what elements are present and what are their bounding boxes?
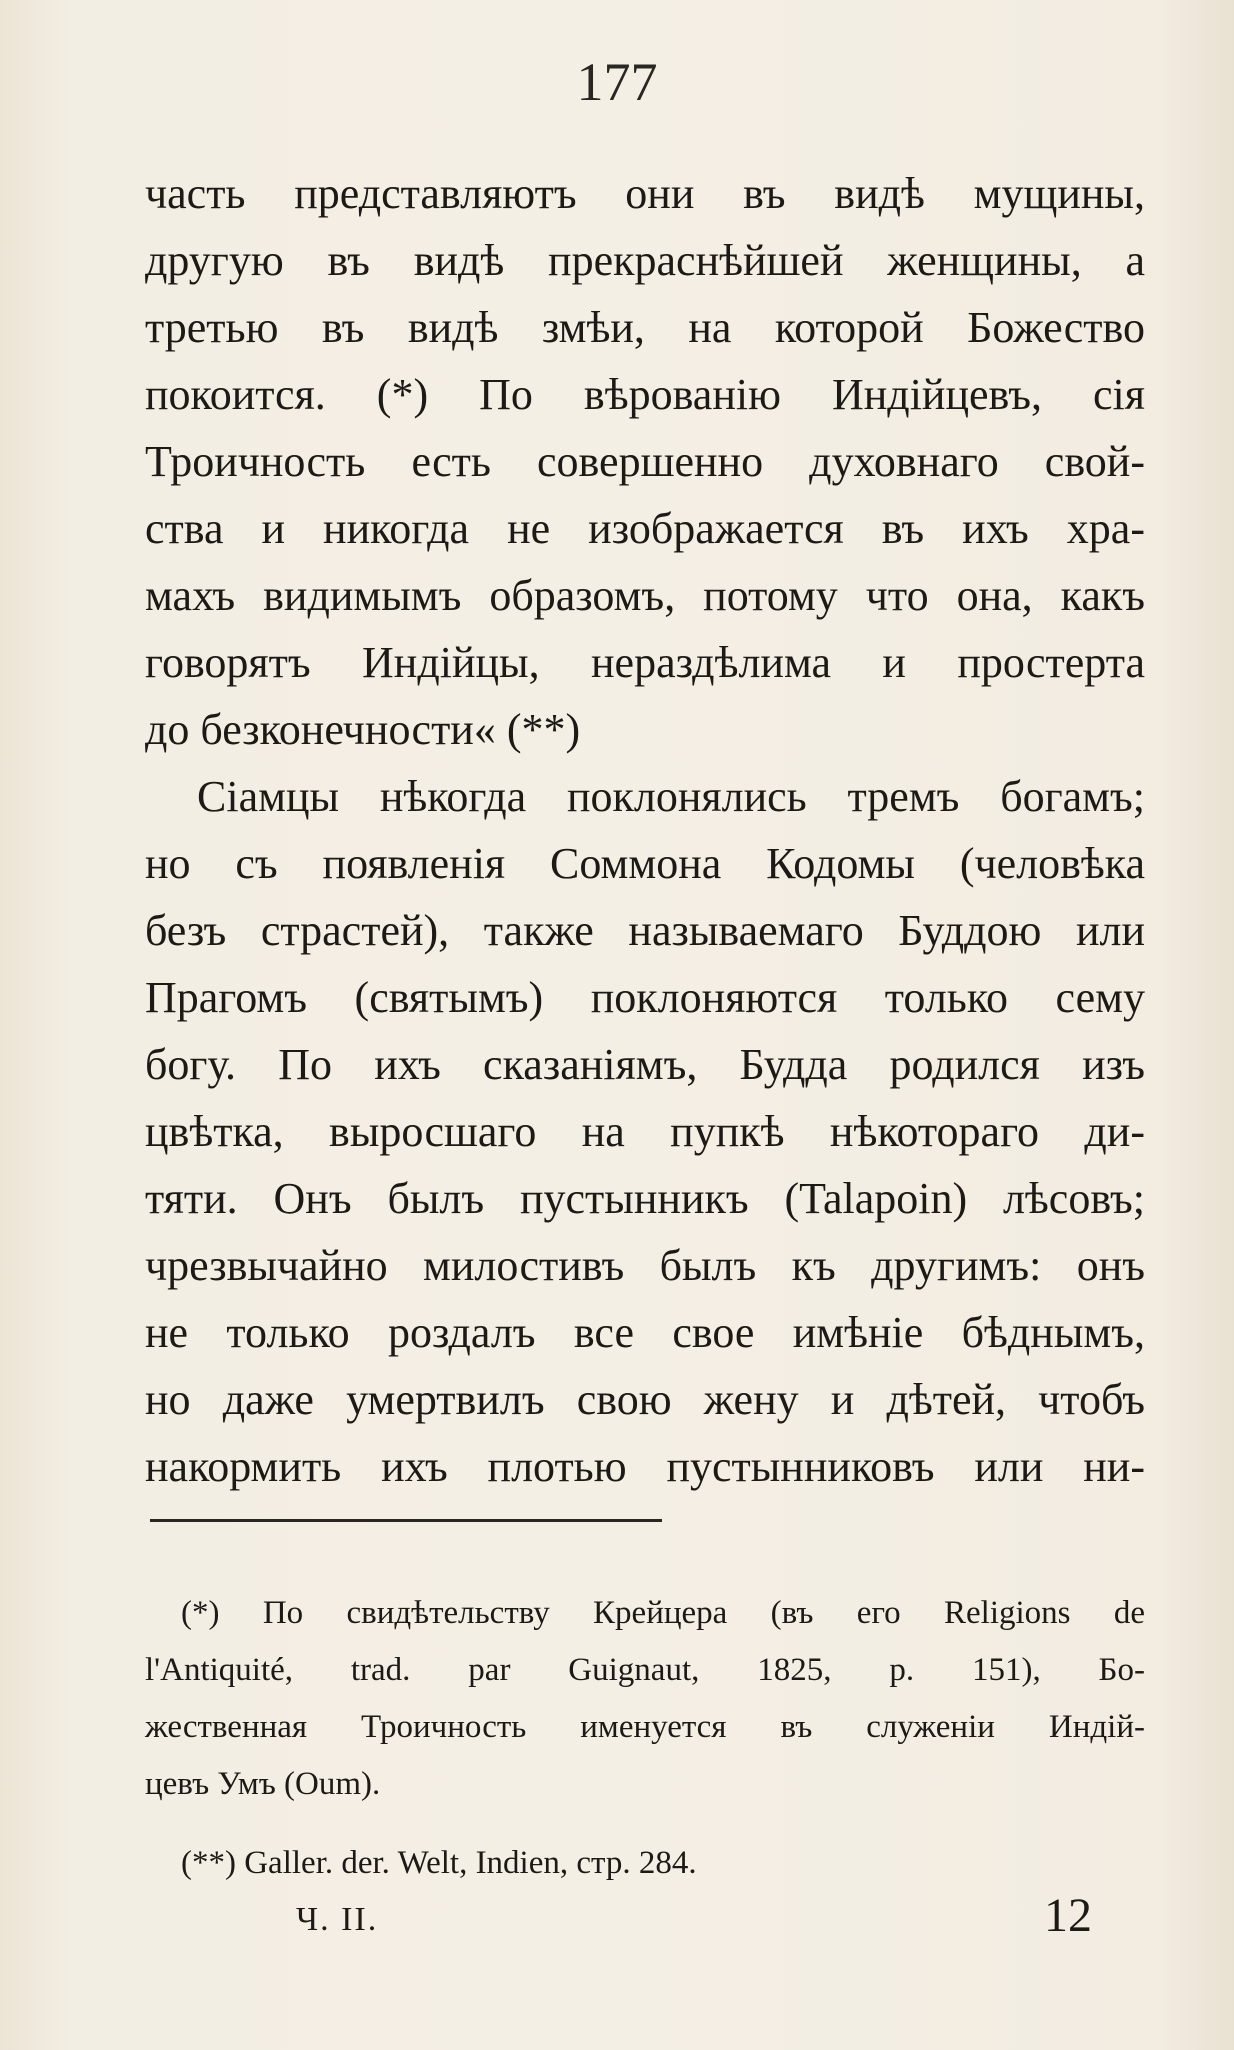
footnote-1 [145, 1585, 1145, 1813]
text-line: цвѣтка, выросшаго на пупкѣ нѣкотораго ди- [145, 1107, 1145, 1156]
signature-mark: Ч. II. [296, 1901, 379, 1938]
footnote-2 [145, 1835, 1145, 1892]
text-line: Троичность есть совершенно духовнаго свой- [145, 437, 1145, 486]
footnote-line: l'Antiquité, trad. par Guignaut, 1825, p. 151), Бо- [145, 1652, 1145, 1688]
text-line: говорятъ Индійцы, нераздѣлима и простерта [145, 638, 1145, 687]
text-line: Прагомъ (святымъ) поклоняются только сему [145, 973, 1145, 1022]
text-line: покоится. (*) По вѣрованію Индійцевъ, сія [145, 370, 1145, 419]
text-line: безъ страстей), также называемаго Буддою или [145, 906, 1145, 955]
footnote-separator [150, 1519, 662, 1522]
text-line: чрезвычайно милостивъ былъ къ другимъ: онъ [145, 1241, 1145, 1290]
text-line: до безконечности« (**) [145, 705, 581, 754]
text-line: третью въ видѣ змѣи, на которой Божество [145, 303, 1145, 352]
footnote-line: жественная Троичность именуется въ служеніи Индій- [145, 1709, 1145, 1745]
text-line: часть представляютъ они въ видѣ мущины, [145, 169, 1145, 218]
text-line: другую въ видѣ прекраснѣйшей женщины, а [145, 236, 1145, 285]
sheet-number: 12 [1044, 1889, 1092, 1942]
text-line: не только роздалъ все свое имѣніе бѣднымъ, [145, 1308, 1145, 1357]
text-line: ства и никогда не изображается въ ихъ хра- [145, 504, 1145, 553]
footnote-line: цевъ Умъ (Oum). [145, 1766, 381, 1802]
text-line: накормить ихъ плотью пустынниковъ или ни- [145, 1442, 1145, 1491]
text-line: Сіамцы нѣкогда поклонялись тремъ богамъ; [197, 772, 1145, 821]
footnote-line: (*) По свидѣтельству Крейцера (въ его Religions de [181, 1595, 1145, 1631]
main-text [145, 160, 1145, 1500]
text-line: махъ видимымъ образомъ, потому что она, какъ [145, 571, 1145, 620]
footnotes [145, 1585, 1145, 1892]
page-number: 177 [576, 52, 658, 112]
text-line: но съ появленія Соммона Кодомы (человѣка [145, 839, 1145, 888]
text-line: но даже умертвилъ свою жену и дѣтей, чтобъ [145, 1375, 1145, 1424]
text-line: тяти. Онъ былъ пустынникъ (Talapoin) лѣсовъ; [145, 1174, 1145, 1223]
text-line: богу. По ихъ сказаніямъ, Будда родился изъ [145, 1040, 1145, 1089]
footnote-line: (**) Galler. der. Welt, Indien, стр. 284. [181, 1845, 697, 1881]
